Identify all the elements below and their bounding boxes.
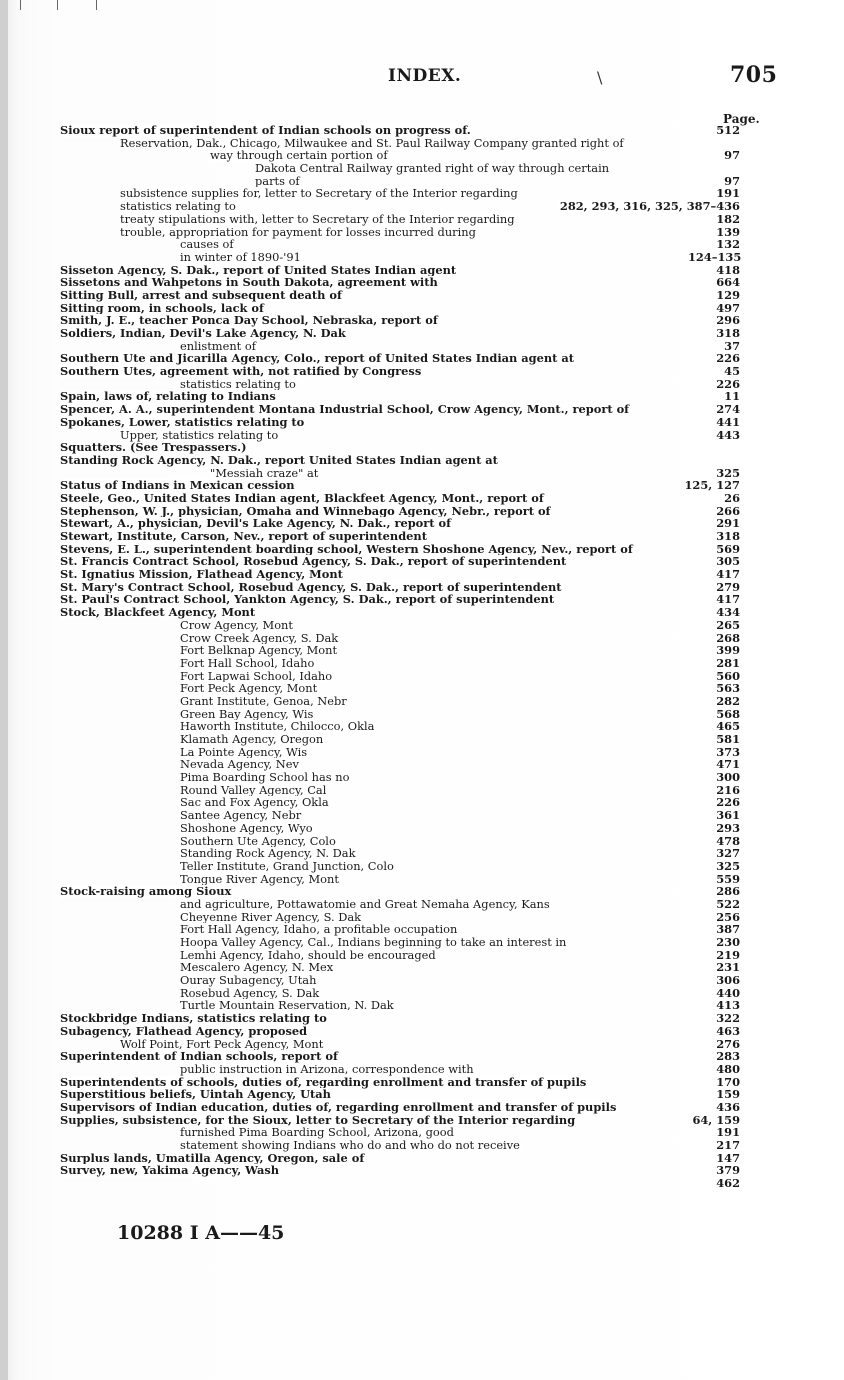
index-entry-text: Sitting room, in schools, lack of [60, 300, 264, 315]
index-entry-page: 436 [716, 1099, 740, 1114]
index-entry [60, 1025, 740, 1038]
index-entry-page: 291 [716, 516, 740, 531]
index-entry-text: Survey, new, Yakima Agency, Wash [60, 1163, 280, 1178]
page-binding-edge [0, 0, 8, 1380]
index-entry [60, 530, 740, 543]
index-entry-text: Sac and Fox Agency, Okla [180, 795, 329, 810]
index-entry-text: causes of [180, 237, 234, 252]
index-entry [60, 568, 740, 581]
index-entry-text: Fort Peck Agency, Mont [180, 681, 318, 696]
index-entry-text: Hoopa Valley Agency, Cal., Indians beginning to take an interest in [180, 935, 567, 949]
index-entry-text: Surplus lands, Umatilla Agency, Oregon, sale of [60, 1150, 365, 1165]
index-entry-text: Upper, statistics relating to [120, 427, 279, 442]
index-entry-page: 300 [716, 770, 740, 785]
index-entry [60, 796, 740, 809]
index-entry-page: 497 [716, 300, 740, 315]
index-entry-page: 417 [716, 592, 740, 607]
index-entry-page: 480 [716, 1061, 740, 1076]
index-entry-text: Sissetons and Wahpetons in South Dakota, agreement with [60, 275, 438, 290]
index-entry [60, 632, 740, 645]
index-entry-page: 125, 127 [684, 478, 740, 493]
index-entry [60, 1101, 740, 1114]
index-entry-text: "Messiah craze" at [210, 465, 319, 480]
index-entry-text: Klamath Agency, Oregon [180, 732, 324, 746]
index-entry-page: 276 [716, 1036, 740, 1051]
index-entry-text: trouble, appropriation for payment for losses incurred during [120, 224, 476, 239]
index-entry-text: Standing Rock Agency, N. Dak [180, 846, 356, 861]
index-entry-page: 279 [716, 579, 740, 594]
index-entry-page: 282 [716, 693, 740, 708]
index-entry [60, 961, 740, 974]
index-entry-page: 64, 159 [692, 1112, 740, 1127]
index-entry [60, 327, 740, 340]
index-entry-text: St. Francis Contract School, Rosebud Agency, S. Dak., report of superintendent [60, 554, 567, 569]
index-entry-text: Stock, Blackfeet Agency, Mont [60, 605, 256, 620]
index-entry-page: 568 [716, 706, 740, 721]
index-entry-text: Soldiers, Indian, Devil's Lake Agency, N. Dak [60, 326, 346, 340]
index-entry-text: Steele, Geo., United States Indian agent, Blackfeet Agency, Mont., report of [60, 490, 544, 505]
index-entry [60, 1139, 740, 1152]
index-entry [60, 454, 740, 467]
index-entry-text: Cheyenne River Agency, S. Dak [180, 909, 362, 924]
index-entry-page: 283 [716, 1049, 740, 1064]
index-entry [60, 644, 740, 657]
index-entry [60, 1164, 740, 1177]
index-entry-text: and agriculture, Pottawatomie and Great Nemaha Agency, Kans [180, 896, 550, 911]
index-entry [60, 492, 740, 505]
index-entry-text: Tongue River Agency, Mont [180, 871, 339, 886]
index-entry-page: 293 [716, 820, 740, 835]
index-entry [60, 682, 740, 695]
index-entries [60, 124, 740, 1190]
index-entry-page: 327 [716, 846, 740, 861]
index-entry-text: Superintendents of schools, duties of, regarding enrollment and transfer of pupils [60, 1074, 587, 1089]
index-entry-page: 182 [716, 211, 740, 226]
index-entry-page: 226 [716, 795, 740, 810]
index-entry-text: Standing Rock Agency, N. Dak., report United States Indian agent at [60, 452, 498, 467]
index-entry [60, 758, 740, 771]
index-entry-text: Round Valley Agency, Cal [180, 782, 327, 797]
index-entry-text: Haworth Institute, Chilocco, Okla [180, 719, 375, 734]
index-entry-page: 37 [724, 338, 740, 353]
index-entry-text: Smith, J. E., teacher Ponca Day School, Nebraska, report of [60, 313, 438, 328]
index-entry-text: St. Mary's Contract School, Rosebud Agency, S. Dak., report of superintendent [60, 579, 562, 594]
index-entry-text: Crow Creek Agency, S. Dak [180, 630, 339, 645]
index-entry-page: 191 [716, 1125, 740, 1140]
index-entry-text: Stockbridge Indians, statistics relating to [60, 1011, 327, 1026]
index-entry-page: 45 [724, 364, 740, 379]
index-entry-text: Turtle Mountain Reservation, N. Dak [180, 998, 394, 1013]
index-entry-page: 26 [724, 490, 740, 505]
index-entry-page: 387 [716, 922, 740, 937]
index-entry-page: 569 [716, 541, 740, 556]
index-entry-page: 361 [716, 808, 740, 823]
index-entry-text: Lemhi Agency, Idaho, should be encouraged [180, 947, 436, 962]
index-entry-text: Status of Indians in Mexican cession [60, 478, 295, 493]
index-entry-text: Fort Hall Agency, Idaho, a profitable occupation [180, 922, 458, 937]
index-entry-text: furnished Pima Boarding School, Arizona, good [180, 1125, 454, 1140]
index-entry-page: 266 [716, 503, 740, 518]
index-entry [60, 606, 740, 619]
index-entry-text: statistics relating to [180, 376, 296, 391]
index-entry-page: 322 [716, 1011, 740, 1026]
index-entry-page: 560 [716, 668, 740, 683]
index-entry-page: 463 [716, 1023, 740, 1038]
index-entry-text: enlistment of [180, 338, 256, 353]
index-entry-text: Southern Utes, agreement with, not ratified by Congress [60, 364, 422, 379]
index-entry-text: statistics relating to [120, 199, 236, 214]
index-entry-page: 462 [716, 1176, 740, 1191]
index-entry-text: Fort Lapwai School, Idaho [180, 668, 333, 683]
index-entry-page: 417 [716, 567, 740, 582]
index-entry-text: Stewart, Institute, Carson, Nev., report of superintendent [60, 529, 427, 543]
index-entry-text: Green Bay Agency, Wis [180, 706, 314, 721]
index-entry-text: Rosebud Agency, S. Dak [180, 985, 320, 1000]
index-entry-page: 443 [716, 427, 740, 442]
index-entry [60, 200, 740, 213]
index-entry-text: Fort Belknap Agency, Mont [180, 643, 338, 658]
index-entry-page: 465 [716, 719, 740, 734]
index-entry [60, 251, 740, 264]
index-entry-text: Superstitious beliefs, Uintah Agency, Utah [60, 1087, 331, 1102]
index-entry-text: Subagency, Flathead Agency, proposed [60, 1023, 308, 1038]
index-entry-text: Supplies, subsistence, for the Sioux, letter to Secretary of the Interior regarding [60, 1112, 576, 1127]
index-entry-text: Mescalero Agency, N. Mex [180, 960, 334, 975]
index-entry [60, 708, 740, 721]
index-entry-page: 512 [716, 123, 740, 137]
index-entry-text: La Pointe Agency, Wis [180, 744, 308, 759]
index-entry-page: 281 [716, 655, 740, 670]
index-entry-page: 399 [716, 643, 740, 658]
index-entry-page: 306 [716, 973, 740, 988]
footer-signature: 10288 I A——45 [117, 1222, 285, 1244]
index-entry [60, 771, 740, 784]
index-entry-text: Sitting Bull, arrest and subsequent death of [60, 287, 342, 302]
index-entry-page: 581 [716, 732, 740, 746]
index-entry-page: 147 [716, 1150, 740, 1165]
index-entry-page: 325 [716, 465, 740, 480]
index-entry [60, 162, 740, 175]
index-entry-page: 286 [716, 884, 740, 899]
index-entry-text: Southern Ute Agency, Colo [180, 833, 336, 848]
index-entry [60, 1050, 740, 1063]
index-entry-text: Stock-raising among Sioux [60, 884, 232, 899]
margin-tick [20, 0, 21, 10]
index-entry-page: 471 [716, 757, 740, 772]
index-entry-text: St. Paul's Contract School, Yankton Agency, S. Dak., report of superintendent [60, 592, 555, 607]
index-entry-text: Stewart, A., physician, Devil's Lake Agency, N. Dak., report of [60, 516, 451, 531]
index-entry-text: treaty stipulations with, letter to Secretary of the Interior regarding [120, 211, 515, 226]
index-entry-page: 170 [716, 1074, 740, 1089]
index-entry-page: 11 [724, 389, 740, 404]
index-entry-text: in winter of 1890-'91 [180, 249, 301, 264]
index-entry-page: 268 [716, 630, 740, 645]
index-entry-text: statement showing Indians who do and who do not receive [180, 1138, 520, 1152]
index-entry-text: Fort Hall School, Idaho [180, 655, 315, 670]
index-entry-page: 97 [724, 148, 740, 163]
index-entry-page: 219 [716, 947, 740, 962]
index-entry-page: 97 [724, 173, 740, 188]
page-column-label: Page. [723, 112, 760, 126]
index-entry-text: Pima Boarding School has no [180, 770, 350, 785]
index-entry [60, 847, 740, 860]
index-entry [60, 898, 740, 911]
index-entry [60, 822, 740, 835]
margin-tick [96, 0, 97, 10]
index-entry-text: Crow Agency, Mont [180, 617, 293, 632]
index-entry-page: 522 [716, 896, 740, 911]
index-entry-page: 274 [716, 402, 740, 417]
index-entry [60, 1177, 740, 1190]
index-entry-page: 226 [716, 376, 740, 391]
index-entry-page: 256 [716, 909, 740, 924]
index-entry-text: Superintendent of Indian schools, report of [60, 1049, 338, 1064]
index-entry [60, 936, 740, 949]
index-entry-page: 318 [716, 326, 740, 340]
index-entry-page: 559 [716, 871, 740, 886]
index-entry-page: 230 [716, 935, 740, 949]
index-entry-text: Dakota Central Railway granted right of way through certain [255, 161, 610, 176]
index-entry-text: Southern Ute and Jicarilla Agency, Colo., report of United States Indian agent at [60, 351, 575, 366]
index-entry-page: 132 [716, 237, 740, 252]
index-entry [60, 619, 740, 632]
index-entry-page: 418 [716, 262, 740, 277]
index-entry [60, 226, 740, 239]
index-entry-text: Spain, laws of, relating to Indians [60, 389, 276, 404]
index-entry [60, 403, 740, 416]
index-entry-text: Spokanes, Lower, statistics relating to [60, 414, 305, 429]
index-entry-page: 440 [716, 985, 740, 1000]
page-number: 705 [730, 62, 778, 88]
index-entry [60, 974, 740, 987]
index-entry-page: 413 [716, 998, 740, 1013]
index-entry [60, 733, 740, 746]
index-entry [60, 746, 740, 759]
index-entry [60, 949, 740, 962]
index-entry-text: Supervisors of Indian education, duties of, regarding enrollment and transfer of pupils [60, 1099, 617, 1114]
index-entry-text: Sisseton Agency, S. Dak., report of United States Indian agent [60, 262, 457, 277]
index-entry-page: 305 [716, 554, 740, 569]
index-entry [60, 289, 740, 302]
index-entry-text: Squatters. (See Trespassers.) [60, 440, 247, 455]
index-entry-page: 139 [716, 224, 740, 239]
index-entry-page: 434 [716, 605, 740, 620]
index-entry-page: 325 [716, 858, 740, 873]
index-entry-text: Reservation, Dak., Chicago, Milwaukee and St. Paul Railway Company granted right of [120, 135, 624, 150]
index-entry-page: 664 [716, 275, 740, 290]
index-entry [60, 670, 740, 683]
index-entry-text: public instruction in Arizona, correspondence with [180, 1061, 474, 1076]
index-entry-text: Teller Institute, Grand Junction, Colo [180, 858, 394, 873]
index-entry-page: 318 [716, 529, 740, 543]
index-entry [60, 213, 740, 226]
index-entry [60, 441, 740, 454]
page-title: INDEX. [388, 66, 462, 86]
index-entry-text: subsistence supplies for, letter to Secretary of the Interior regarding [120, 186, 518, 201]
index-entry-text: Stevens, E. L., superintendent boarding school, Western Shoshone Agency, Nev., report of [60, 541, 633, 556]
index-entry-page: 282, 293, 316, 325, 387–436 [559, 199, 740, 214]
index-entry-text: way through certain portion of [210, 148, 388, 163]
index-entry-page: 373 [716, 744, 740, 759]
index-entry-page: 265 [716, 617, 740, 632]
pen-mark: \ [597, 68, 603, 87]
index-entry-text: Grant Institute, Genoa, Nebr [180, 693, 347, 708]
margin-tick [57, 0, 58, 10]
index-entry [60, 860, 740, 873]
index-entry-text: Sioux report of superintendent of Indian schools on progress of. [60, 123, 471, 137]
index-entry [60, 784, 740, 797]
index-entry [60, 720, 740, 733]
index-entry-text: Ouray Subagency, Utah [180, 973, 317, 988]
index-entry [60, 124, 740, 137]
index-entry-text: Nevada Agency, Nev [180, 757, 299, 772]
index-entry-page: 191 [716, 186, 740, 201]
index-entry-text: parts of [255, 173, 300, 188]
index-entry [60, 695, 740, 708]
index-entry [60, 809, 740, 822]
index-entry-text: Shoshone Agency, Wyo [180, 820, 313, 835]
index-entry [60, 1012, 740, 1025]
index-entry-page: 124–135 [688, 249, 742, 264]
index-entry [60, 238, 740, 251]
index-entry-page: 159 [716, 1087, 740, 1102]
index-entry [60, 1063, 740, 1076]
index-entry-text: Wolf Point, Fort Peck Agency, Mont [120, 1036, 324, 1051]
index-entry-text: Stephenson, W. J., physician, Omaha and Winnebago Agency, Nebr., report of [60, 503, 551, 518]
index-entry-text: St. Ignatius Mission, Flathead Agency, Mont [60, 567, 343, 582]
index-entry-page: 478 [716, 833, 740, 848]
index-entry [60, 835, 740, 848]
index-entry [60, 657, 740, 670]
index-entry-page: 226 [716, 351, 740, 366]
index-entry-page: 296 [716, 313, 740, 328]
index-entry [60, 416, 740, 429]
index-entry [60, 987, 740, 1000]
index-entry-page: 129 [716, 287, 740, 302]
index-entry [60, 137, 740, 150]
index-entry-page: 217 [716, 1138, 740, 1152]
index-entry-text: Santee Agency, Nebr [180, 808, 302, 823]
index-entry-page: 231 [716, 960, 740, 975]
index-entry-page: 563 [716, 681, 740, 696]
index-entry [60, 365, 740, 378]
index-entry-text: Spencer, A. A., superintendent Montana Industrial School, Crow Agency, Mont., report of [60, 402, 630, 417]
index-entry-page: 216 [716, 782, 740, 797]
index-entry-page: 379 [716, 1163, 740, 1178]
index-entry-page: 441 [716, 414, 740, 429]
